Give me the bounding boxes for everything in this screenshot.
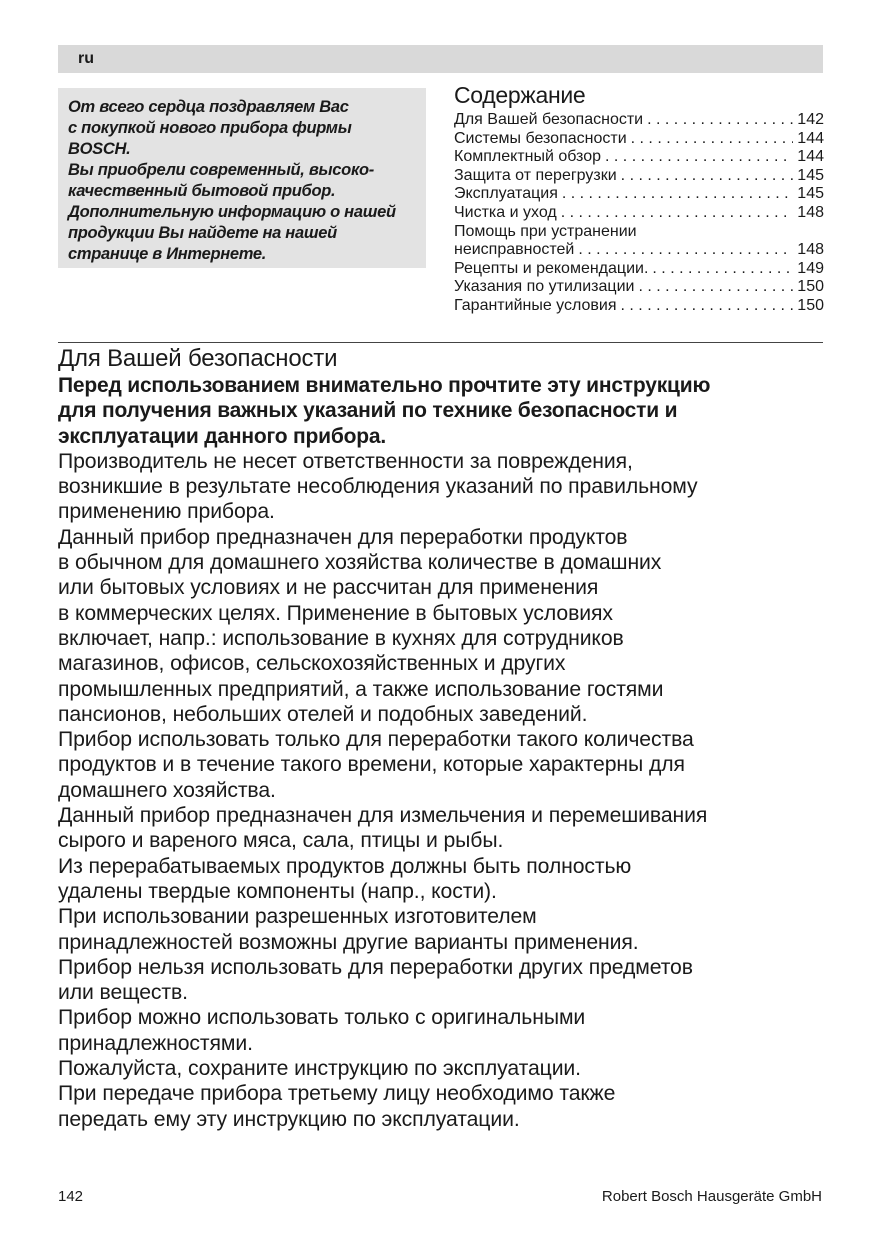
- toc-entry[interactable]: [454, 130, 824, 149]
- toc-entry-label: Гарантийные условия: [454, 296, 617, 314]
- toc-leader: [562, 185, 793, 204]
- toc-entry[interactable]: [454, 167, 824, 186]
- toc-leader: [578, 241, 793, 260]
- body-line: принадлежностей возможны другие варианты применения.: [58, 930, 639, 954]
- body-line: Производитель не несет ответственности за повреждения,: [58, 449, 633, 473]
- body-line: передать ему эту инструкцию по эксплуатации.: [58, 1107, 520, 1131]
- table-of-contents: [454, 82, 824, 316]
- toc-leader: [647, 111, 793, 130]
- body-line: При использовании разрешенных изготовителем: [58, 905, 537, 929]
- toc-entry-label: Указания по утилизации: [454, 278, 635, 296]
- toc-entry[interactable]: [454, 148, 824, 167]
- body-line: магазинов, офисов, сельскохозяйственных и других: [58, 652, 566, 676]
- body-line: продуктов и в течение такого времени, которые характерны для: [58, 753, 685, 777]
- toc-entry[interactable]: [454, 260, 824, 279]
- toc-entry[interactable]: [454, 223, 824, 260]
- toc-leader: [621, 297, 794, 316]
- safety-section: [58, 344, 828, 1132]
- toc-entry-label: Системы безопасности: [454, 129, 627, 147]
- toc-entry-label: Комплектный обзор: [454, 148, 602, 166]
- body-line: пансионов, небольших отелей и подобных заведений.: [58, 702, 588, 726]
- body-line: сырого и вареного мяса, сала, птицы и рыбы.: [58, 829, 504, 853]
- toc-entry-label: Защита от перегрузки: [454, 166, 617, 184]
- greeting-line: продукции Вы найдете на нашей: [68, 224, 337, 242]
- toc-leader: [561, 204, 794, 223]
- toc-entry-page: 144: [797, 148, 824, 166]
- language-code: ru: [78, 50, 94, 67]
- toc-entry-page: 145: [797, 166, 824, 184]
- body-line: удалены твердые компоненты (напр., кости).: [58, 879, 497, 903]
- page-number: 142: [58, 1188, 84, 1205]
- body-line: домашнего хозяйства.: [58, 778, 276, 802]
- toc-entry-page: 149: [797, 259, 824, 277]
- lead-line: эксплуатации данного прибора.: [58, 424, 386, 448]
- body-line: Пожалуйста, сохраните инструкцию по эксплуатации.: [58, 1057, 581, 1081]
- toc-entry-page: 150: [797, 278, 824, 296]
- toc-title: Содержание: [454, 82, 586, 108]
- lead-line: для получения важных указаний по технике безопасности и: [58, 399, 678, 423]
- language-bar: [58, 45, 823, 73]
- toc-leader: [652, 260, 793, 279]
- toc-entry-label: Для Вашей безопасности: [454, 111, 644, 128]
- body-line: Прибор нельзя использовать для переработки других предметов: [58, 955, 693, 979]
- section-title: Для Вашей безопасности: [58, 345, 338, 372]
- greeting-line: качественный бытовой прибор.: [68, 182, 336, 200]
- toc-entry[interactable]: [454, 204, 824, 223]
- body-line: включает, напр.: использование в кухнях для сотрудников: [58, 626, 624, 650]
- toc-leader: [605, 148, 793, 167]
- toc-entry-page: 148: [797, 203, 824, 221]
- body-line: принадлежностями.: [58, 1031, 253, 1055]
- toc-leader: [621, 167, 794, 186]
- greeting-line: Дополнительную информацию о нашей: [68, 203, 396, 221]
- toc-entry-page: 142: [797, 111, 824, 128]
- toc-leader: [638, 278, 793, 297]
- body-line: в коммерческих целях. Применение в бытовых условиях: [58, 601, 613, 625]
- toc-entry[interactable]: [454, 297, 824, 316]
- greeting-line: с покупкой нового прибора фирмы: [68, 119, 352, 137]
- body-line: Данный прибор предназначен для измельчения и перемешивания: [58, 804, 708, 828]
- body-line: в обычном для домашнего хозяйства количестве в домашних: [58, 551, 662, 575]
- body-line: или веществ.: [58, 981, 188, 1005]
- toc-entry-label: Помощь при устранении: [454, 222, 637, 240]
- toc-entry[interactable]: [454, 185, 824, 204]
- toc-entry-page: 144: [797, 129, 824, 147]
- body-line: Прибор можно использовать только с оригинальными: [58, 1006, 586, 1030]
- body-line: Из перерабатываемых продуктов должны быть полностью: [58, 854, 632, 878]
- greeting-line: странице в Интернете.: [68, 245, 267, 263]
- toc-entry-label: Чистка и уход: [454, 203, 557, 221]
- body-line: или бытовых условиях и не рассчитан для применения: [58, 576, 599, 600]
- toc-entry[interactable]: [454, 111, 824, 130]
- toc-entry[interactable]: [454, 278, 824, 297]
- company-name: Robert Bosch Hausgeräte GmbH: [601, 1188, 822, 1205]
- body-line: При передаче прибора третьему лицу необходимо также: [58, 1082, 616, 1106]
- toc-entry-label-continued: неисправностей: [454, 241, 575, 259]
- toc-entry-page: 145: [797, 185, 824, 203]
- greeting-line: BOSCH.: [68, 140, 131, 158]
- body-line: Данный прибор предназначен для переработки продуктов: [58, 525, 628, 549]
- lead-line: Перед использованием внимательно прочтите эту инструкцию: [58, 374, 711, 397]
- greeting-line: Вы приобрели современный, высоко-: [68, 161, 374, 179]
- toc-entry-page: 148: [797, 241, 824, 259]
- toc-entry-label: Рецепты и рекомендации.: [454, 259, 649, 277]
- section-divider: [58, 342, 823, 343]
- body-line: применению прибора.: [58, 500, 275, 524]
- toc-leader: [631, 130, 794, 149]
- toc-entry-page: 150: [797, 296, 824, 314]
- greeting-line: От всего сердца поздравляем Вас: [68, 98, 349, 116]
- body-line: промышленных предприятий, а также использование гостями: [58, 677, 664, 701]
- greeting-box: [58, 88, 426, 268]
- toc-entry-label: Эксплуатация: [454, 185, 558, 203]
- body-line: возникшие в результате несоблюдения указаний по правильному: [58, 475, 698, 499]
- body-line: Прибор использовать только для переработки такого количества: [58, 728, 694, 752]
